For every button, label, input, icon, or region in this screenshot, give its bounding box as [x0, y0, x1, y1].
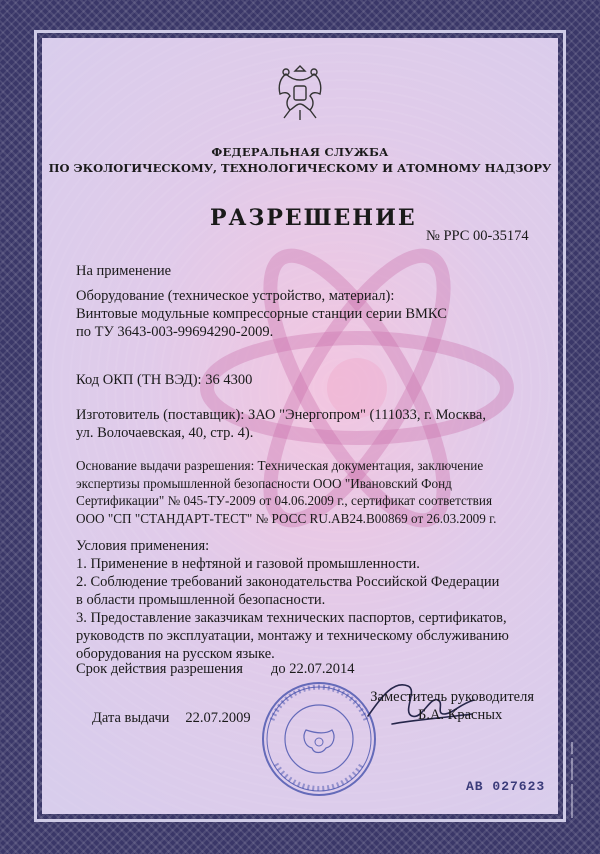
validity-row: [76, 660, 355, 678]
validity-value: до 22.07.2014: [270, 661, 355, 677]
issue-date-value: 22.07.2009: [185, 710, 251, 726]
application-label: На применение: [76, 263, 172, 279]
validity-label: Срок действия разрешения: [76, 661, 243, 677]
equipment-line: по ТУ 3643-003-99694290-2009.: [76, 324, 274, 340]
double-headed-eagle-emblem-icon: [272, 60, 328, 124]
issue-date-row: [76, 710, 251, 727]
basis-block: [76, 457, 496, 527]
manufacturer-line: Изготовитель (поставщик): ЗАО "Энергопром" (111033, г. Москва,: [76, 407, 486, 423]
basis-line: экспертизы промышленной безопасности ООО "Ивановский Фонд: [76, 475, 452, 491]
equipment-block: [76, 287, 447, 341]
signer-name: Б.А. Красных: [418, 707, 503, 723]
issue-date-label: Дата выдачи: [92, 710, 170, 726]
document-paper: [42, 38, 558, 814]
conditions-line: в области промышленной безопасности.: [76, 592, 326, 608]
okp-code: Код ОКП (ТН ВЭД): 36 4300: [76, 372, 253, 388]
permit-number: № РРС 00-35174: [426, 228, 529, 244]
equipment-line: Оборудование (техническое устройство, материал):: [76, 288, 395, 304]
official-round-stamp-icon: [260, 680, 378, 798]
document-title: РАЗРЕШЕНИЕ: [210, 205, 417, 231]
manufacturer-line: ул. Волочаевская, 40, стр. 4).: [76, 425, 254, 441]
blank-serial-number: АВ 027623: [466, 779, 546, 794]
conditions-line: 3. Предоставление заказчикам технических паспортов, сертификатов,: [76, 610, 507, 626]
conditions-block: [76, 537, 509, 663]
basis-line: Основание выдачи разрешения: Техническая документация, заключение: [76, 458, 484, 473]
agency-name-line2: ПО ЭКОЛОГИЧЕСКОМУ, ТЕХНОЛОГИЧЕСКОМУ И АТОМНОМУ НАДЗОРУ: [48, 161, 552, 175]
agency-name-line1: ФЕДЕРАЛЬНАЯ СЛУЖБА: [211, 145, 389, 159]
conditions-line: Условия применения:: [76, 538, 210, 554]
conditions-line: 1. Применение в нефтяной и газовой промышленности.: [76, 556, 420, 572]
basis-line: Сертификации" № 045-ТУ-2009 от 04.06.2009 г., сертификат соответствия: [76, 493, 493, 508]
signer-title: Заместитель руководителя: [370, 689, 534, 705]
manufacturer-block: [76, 406, 486, 442]
equipment-line: Винтовые модульные компрессорные станции серии ВМКС: [76, 306, 447, 322]
conditions-line: оборудования на русском языке.: [76, 646, 275, 662]
basis-line: ООО "СП "СТАНДАРТ-ТЕСТ" № РОСС RU.АВ24.В00869 от 26.03.2009 г.: [76, 510, 497, 526]
conditions-line: руководств по эксплуатации, монтажу и техническому обслуживанию: [76, 628, 509, 644]
conditions-line: 2. Соблюдение требований законодательства Российской Федерации: [76, 574, 500, 590]
side-print-marks: [566, 740, 578, 820]
